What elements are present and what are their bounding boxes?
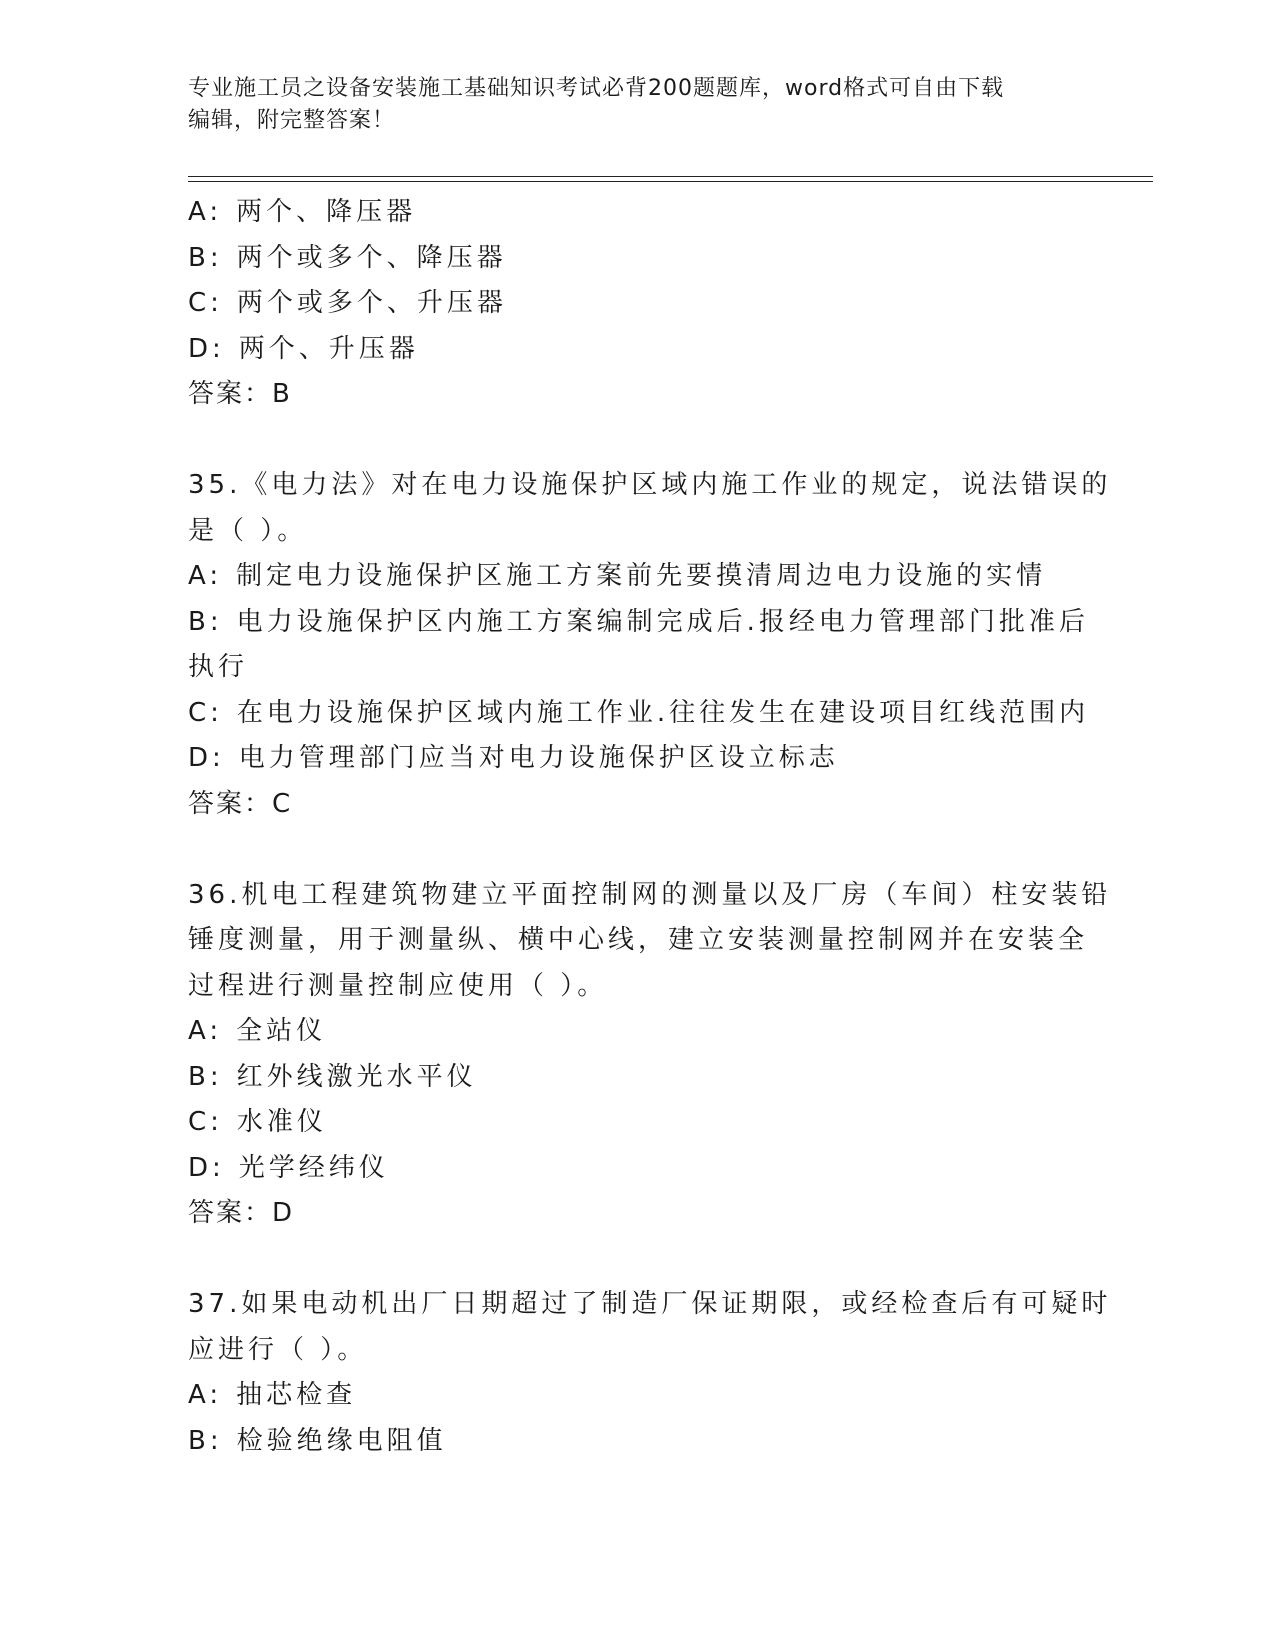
question-text-line: 过程进行测量控制应使用（ ）。: [188, 970, 608, 1001]
option-text: 制定电力设施保护区施工方案前先要摸清周边电力设施的实情: [236, 561, 1047, 591]
answer-line: 答案：B: [188, 379, 292, 409]
option-line: [188, 600, 1088, 646]
option-line: [188, 736, 1088, 782]
header-divider-bottom: [188, 181, 1153, 182]
option-line: [188, 190, 1088, 236]
document-header: [188, 73, 1088, 137]
option-label: D:: [188, 1152, 225, 1183]
option-label: A:: [188, 1380, 223, 1410]
option-text: 电力设施保护区内施工方案编制完成后.报经电力管理部门批准后: [236, 606, 1089, 637]
option-line: [188, 281, 1088, 327]
option-text: 两个或多个、降压器: [236, 242, 507, 273]
option-label: D:: [188, 743, 225, 773]
option-label: B:: [188, 1425, 223, 1456]
option-text: 红外线激光水平仪: [236, 1061, 477, 1092]
option-text: 两个、降压器: [236, 197, 417, 227]
option-label: B:: [188, 606, 223, 637]
header-divider-top: [188, 176, 1153, 177]
option-line: [188, 1100, 1088, 1146]
question-text-line: 应进行（ ）。: [188, 1334, 368, 1365]
option-line: [188, 327, 1088, 373]
option-label: D:: [188, 333, 225, 364]
option-text: 执行: [188, 652, 249, 682]
answer-line: 答案：D: [188, 1198, 295, 1228]
option-text: 检验绝缘电阻值: [236, 1425, 447, 1456]
block-spacer: [188, 827, 1088, 873]
option-label: A:: [188, 561, 223, 591]
option-line: [188, 1146, 1088, 1192]
option-label: C:: [188, 697, 223, 728]
question-text-line: 36.机电工程建筑物建立平面控制网的测量以及厂房（车间）柱安装铅: [188, 879, 1112, 910]
option-text: 全站仪: [236, 1016, 327, 1046]
option-line: [188, 1009, 1088, 1055]
question-text-line: 37.如果电动机出厂日期超过了制造厂保证期限，或经检查后有可疑时: [188, 1289, 1112, 1319]
question-block: [188, 463, 1112, 827]
option-line: [188, 645, 1088, 691]
option-text: 两个、升压器: [238, 333, 419, 364]
header-line-2: 编辑，附完整答案！: [188, 108, 396, 133]
header-line-1: 专业施工员之设备安装施工基础知识考试必背200题题库，word格式可自由下载: [188, 76, 1005, 101]
question-text-line: 35.《电力法》对在电力设施保护区域内施工作业的规定，说法错误的: [188, 470, 1112, 500]
option-text: 抽芯检查: [236, 1380, 357, 1410]
option-text: 水准仪: [236, 1107, 327, 1137]
question-block: [188, 873, 1112, 1237]
option-line: [188, 1373, 1088, 1419]
option-line: [188, 1055, 1088, 1101]
option-text: 两个或多个、升压器: [236, 288, 507, 318]
block-spacer: [188, 1237, 1088, 1283]
option-label: C:: [188, 288, 223, 318]
option-text: 电力管理部门应当对电力设施保护区设立标志: [238, 743, 839, 773]
option-line: [188, 691, 1088, 737]
question-list: [188, 190, 1112, 1464]
option-label: A:: [188, 197, 223, 227]
option-text: 光学经纬仪: [238, 1152, 389, 1183]
question-block: [188, 1282, 1112, 1464]
question-text-line: 是（ ）。: [188, 515, 308, 546]
option-line: [188, 554, 1088, 600]
option-text: 在电力设施保护区域内施工作业.往往发生在建设项目红线范围内: [236, 697, 1090, 728]
answer-line: 答案：C: [188, 788, 293, 819]
question-text-line: 锤度测量，用于测量纵、横中心线，建立安装测量控制网并在安装全: [188, 925, 1089, 955]
option-label: B:: [188, 242, 223, 273]
option-label: A:: [188, 1016, 223, 1046]
option-line: [188, 236, 1088, 282]
option-line: [188, 1419, 1088, 1465]
block-spacer: [188, 418, 1088, 464]
question-block: [188, 190, 1088, 418]
option-label: B:: [188, 1061, 223, 1092]
option-label: C:: [188, 1107, 223, 1137]
